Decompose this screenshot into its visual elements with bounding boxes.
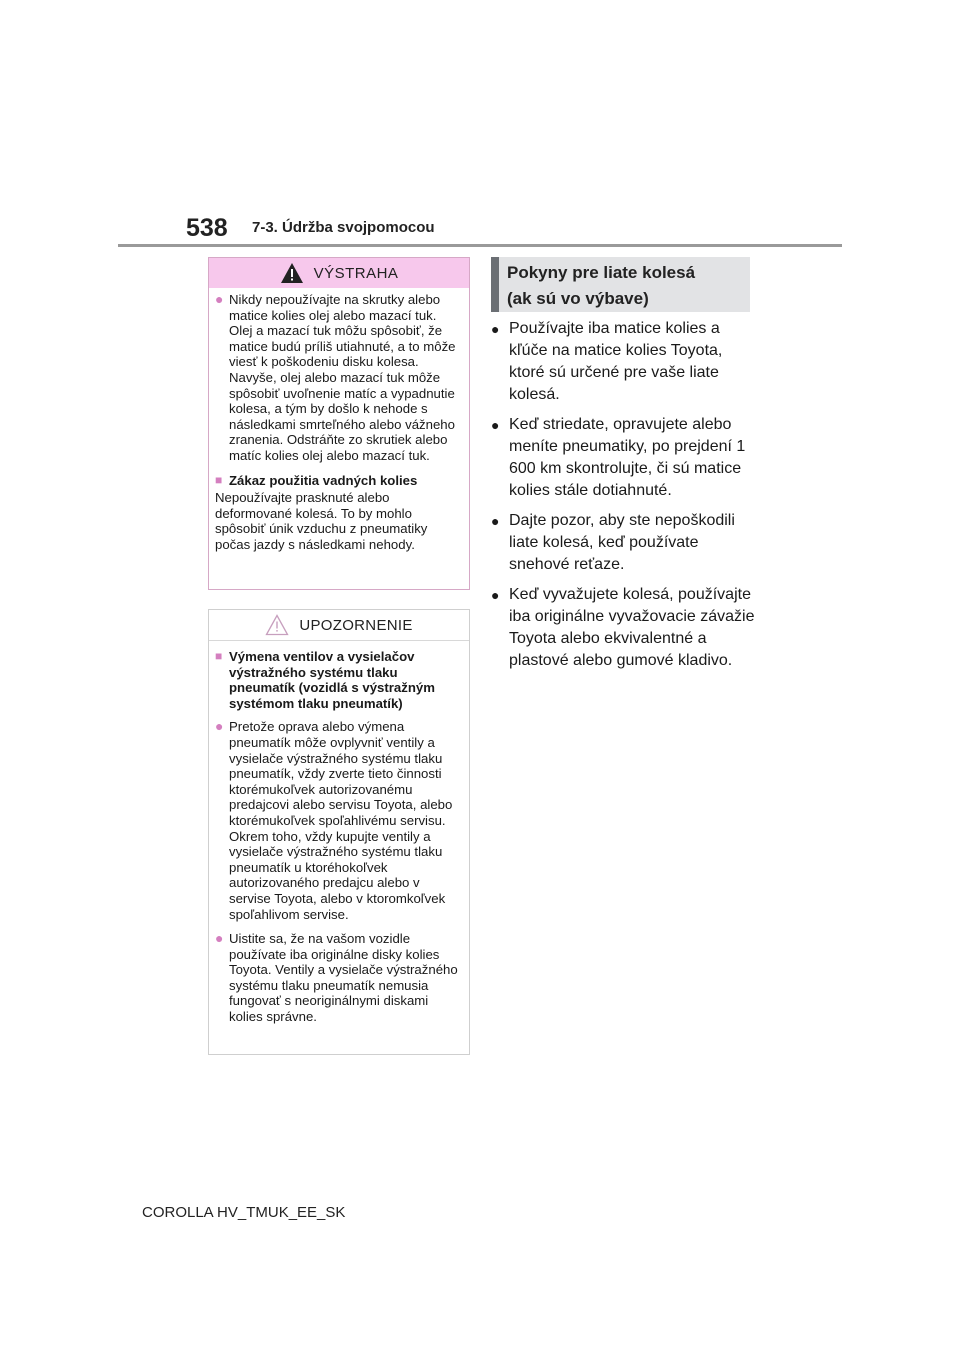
instruction-text: Používajte iba matice kolies a kľúče na matice kolies Toyota, ktoré sú určené pre vaše liate kolesá. (509, 320, 723, 403)
list-item (215, 719, 463, 922)
page-number: 538 (186, 214, 228, 242)
warning-subheading (215, 473, 463, 489)
section-title: 7-3. Údržba svojpomocou (252, 219, 435, 236)
page-header (0, 0, 960, 250)
footer-doc-id: COROLLA HV_TMUK_EE_SK (142, 1204, 346, 1221)
alloy-wheel-instructions (491, 318, 756, 680)
caution-triangle-icon (265, 614, 289, 636)
bullet-dot-icon: ● (215, 930, 224, 947)
instruction-text: Keď vyvažujete kolesá, používajte iba originálne vyvažovacie závažie Toyota alebo ekvivalentné a plastové alebo gumové kladivo. (509, 586, 755, 669)
list-item (491, 414, 756, 502)
warning-body (209, 288, 469, 553)
square-bullet-icon: ■ (215, 649, 223, 663)
bullet-dot-icon: ● (491, 321, 500, 337)
caution-body (209, 641, 469, 1025)
warning-subheading-text: Zákaz použitia vadných kolies (229, 472, 418, 488)
warning-bullet-text: Nikdy nepoužívajte na skrutky alebo matice kolies olej alebo mazací tuk. Olej a mazací tuk môžu spôsobiť, že matice budú príliš utiahnuté, a to môže viesť k poškodeniu disku kolesa. Navyše, olej alebo mazací tuk môže spôsobiť uvoľnenie matíc a vypadnutie kolesa, a tým by došlo k nehode s následkami smrteľného alebo vážneho zranenia. Odstráňte zo skrutiek alebo matíc kolies olej alebo mazací tuk. (229, 292, 456, 463)
bullet-dot-icon: ● (215, 718, 224, 735)
list-item (215, 292, 463, 464)
warning-paragraph: Nepoužívajte prasknuté alebo deformované kolesá. To by mohlo spôsobiť únik vzduchu z pneumatiky počas jazdy s následkami nehody. (215, 490, 428, 552)
bullet-dot-icon: ● (491, 417, 500, 433)
square-bullet-icon: ■ (215, 472, 223, 487)
caution-title: UPOZORNENIE (299, 616, 413, 634)
warning-triangle-icon (280, 262, 304, 284)
caution-subheading (215, 649, 463, 711)
bullet-dot-icon: ● (491, 587, 500, 603)
warning-header (209, 258, 469, 288)
bullet-dot-icon: ● (491, 513, 500, 529)
caution-bullet-text: Pretože oprava alebo výmena pneumatík môže ovplyvniť ventily a vysielače výstražného systému tlaku pneumatík, vždy zverte tieto činnosti ktorémukoľvek autorizovanému predajcovi alebo servisu Toyota, alebo ktorémukoľvek spoľahlivému servisu. Okrem toho, vždy kupujte ventily a vysielače výstražného systému tlaku pneumatík u ktoréhokoľvek autorizovaného predajcu alebo v servise Toyota, alebo v ktoromkoľvek spoľahlivom servise. (229, 719, 453, 922)
info-title-line: Pokyny pre liate kolesá (507, 263, 696, 282)
info-title (499, 257, 750, 312)
warning-box (208, 257, 470, 590)
bullet-dot-icon: ● (215, 291, 224, 307)
list-item (491, 318, 756, 406)
list-item (491, 510, 756, 576)
info-title-line: (ak sú vo výbave) (507, 289, 649, 308)
caution-box (208, 609, 470, 1055)
info-box (491, 257, 750, 312)
header-divider (118, 244, 842, 247)
instruction-text: Dajte pozor, aby ste nepoškodili liate kolesá, keď používate snehové reťaze. (509, 512, 735, 573)
warning-title: VÝSTRAHA (313, 264, 399, 282)
list-item (215, 931, 463, 1025)
list-item (491, 584, 756, 672)
caution-bullet-text: Uistite sa, že na vašom vozidle používate iba originálne disky kolies Toyota. Ventily a vysielače výstražného systému tlaku pneumatík nemusia fungovať s neoriginálnymi diskami kolies správne. (229, 931, 458, 1025)
caution-subheading-text: Výmena ventilov a vysielačov výstražného systému tlaku pneumatík (vozidlá s výstražným systémom tlaku pneumatík) (229, 649, 435, 711)
caution-header (209, 610, 469, 641)
instruction-text: Keď striedate, opravujete alebo meníte pneumatiky, po prejdení 1 600 km skontrolujte, či sú matice kolies stále dotiahnuté. (509, 416, 746, 499)
